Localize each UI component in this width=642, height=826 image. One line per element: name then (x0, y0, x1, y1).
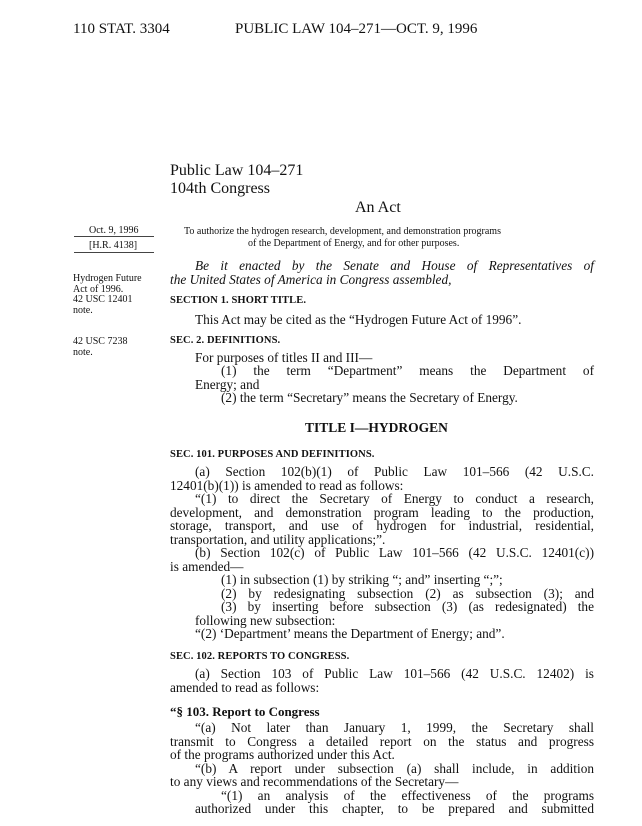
sec101-b-item-1: (1) in subsection (1) by striking “; and” inserting “;”; (221, 572, 503, 587)
definition-1-line-2: Energy; and (195, 377, 260, 392)
sec102-a-line-1: (a) Section 103 of Public Law 101–566 (42 U.S.C. 12402) is (195, 666, 594, 681)
sec103-a-line-3: of the programs authorized under this Act. (170, 747, 395, 762)
sec101-quote-line-4: transportation, and utility applications;”. (170, 532, 386, 547)
sec103-b-line-2: to any views and recommendations of the Secretary— (170, 774, 459, 789)
sec102-a-line-2: amended to read as follows: (170, 680, 320, 695)
section-1-heading: SECTION 1. SHORT TITLE. (170, 295, 307, 306)
definition-1-line-1: (1) the term “Department” means the Department of (221, 363, 594, 378)
section-102-heading: SEC. 102. REPORTS TO CONGRESS. (170, 651, 350, 662)
sec101-b-item-3-quote: “(2) ‘Department’ means the Department of Energy; and”. (195, 626, 505, 641)
sec101-quote-line-2: development, and demonstration program leading to the production, (170, 505, 594, 520)
section-2-intro: For purposes of titles II and III— (195, 350, 373, 365)
enactment-date: Oct. 9, 1996 (89, 225, 139, 236)
sec101-a-line-2: 12401(b)(1)) is amended to read as follows: (170, 478, 404, 493)
section-103-heading: “§ 103. Report to Congress (170, 704, 320, 719)
running-header: PUBLIC LAW 104–271—OCT. 9, 1996 (235, 21, 478, 37)
margin-rule-bottom (74, 252, 154, 253)
purpose-line-1: To authorize the hydrogen research, development, and demonstration programs (184, 226, 501, 237)
margin-note-definitions: 42 USC 7238 note. (73, 336, 128, 358)
page-stat-citation: 110 STAT. 3304 (73, 21, 170, 37)
congress-number: 104th Congress (170, 180, 270, 197)
margin-rule-top (74, 236, 154, 237)
enacting-clause-line-1: Be it enacted by the Senate and House of Representatives of (195, 258, 594, 273)
sec101-quote-line-3: storage, transport, and use of hydrogen for industrial, residential, (170, 518, 594, 533)
sec101-a-line-1: (a) Section 102(b)(1) of Public Law 101–566 (42 U.S.C. (195, 464, 594, 479)
section-2-heading: SEC. 2. DEFINITIONS. (170, 335, 281, 346)
definition-2: (2) the term “Secretary” means the Secretary of Energy. (221, 390, 518, 405)
sec103-a-line-1: “(a) Not later than January 1, 1999, the Secretary shall (195, 720, 594, 735)
sec103-b-item-1-line-2: authorized under this chapter, to be prepared and submitted (195, 801, 594, 816)
bill-number: [H.R. 4138] (89, 240, 138, 251)
sec103-b-item-1-line-1: “(1) an analysis of the effectiveness of the programs (221, 788, 594, 803)
sec101-b-item-3-line-2: following new subsection: (195, 613, 336, 628)
sec103-b-line-1: “(b) A report under subsection (a) shall include, in addition (195, 761, 594, 776)
sec101-quote-line-1: “(1) to direct the Secretary of Energy to conduct a research, (195, 491, 594, 506)
sec101-b-item-2: (2) by redesignating subsection (2) as subsection (3); and (221, 586, 594, 601)
section-1-text: This Act may be cited as the “Hydrogen Future Act of 1996”. (195, 312, 522, 327)
enacting-clause-line-2: the United States of America in Congress assembled, (170, 272, 452, 287)
margin-note-short-title: Hydrogen Future Act of 1996. 42 USC 12401 note. (73, 273, 142, 316)
public-law-number: Public Law 104–271 (170, 162, 304, 179)
title-1-heading: TITLE I—HYDROGEN (305, 420, 448, 435)
sec101-b-line-2: is amended— (170, 559, 244, 574)
sec101-b-line-1: (b) Section 102(c) of Public Law 101–566 (42 U.S.C. 12401(c)) (195, 545, 594, 560)
purpose-line-2: of the Department of Energy, and for other purposes. (248, 238, 460, 249)
act-heading: An Act (355, 199, 401, 216)
section-101-heading: SEC. 101. PURPOSES AND DEFINITIONS. (170, 449, 375, 460)
sec101-b-item-3-line-1: (3) by inserting before subsection (3) (as redesignated) the (221, 599, 594, 614)
sec103-a-line-2: transmit to Congress a detailed report on the status and progress (170, 734, 594, 749)
